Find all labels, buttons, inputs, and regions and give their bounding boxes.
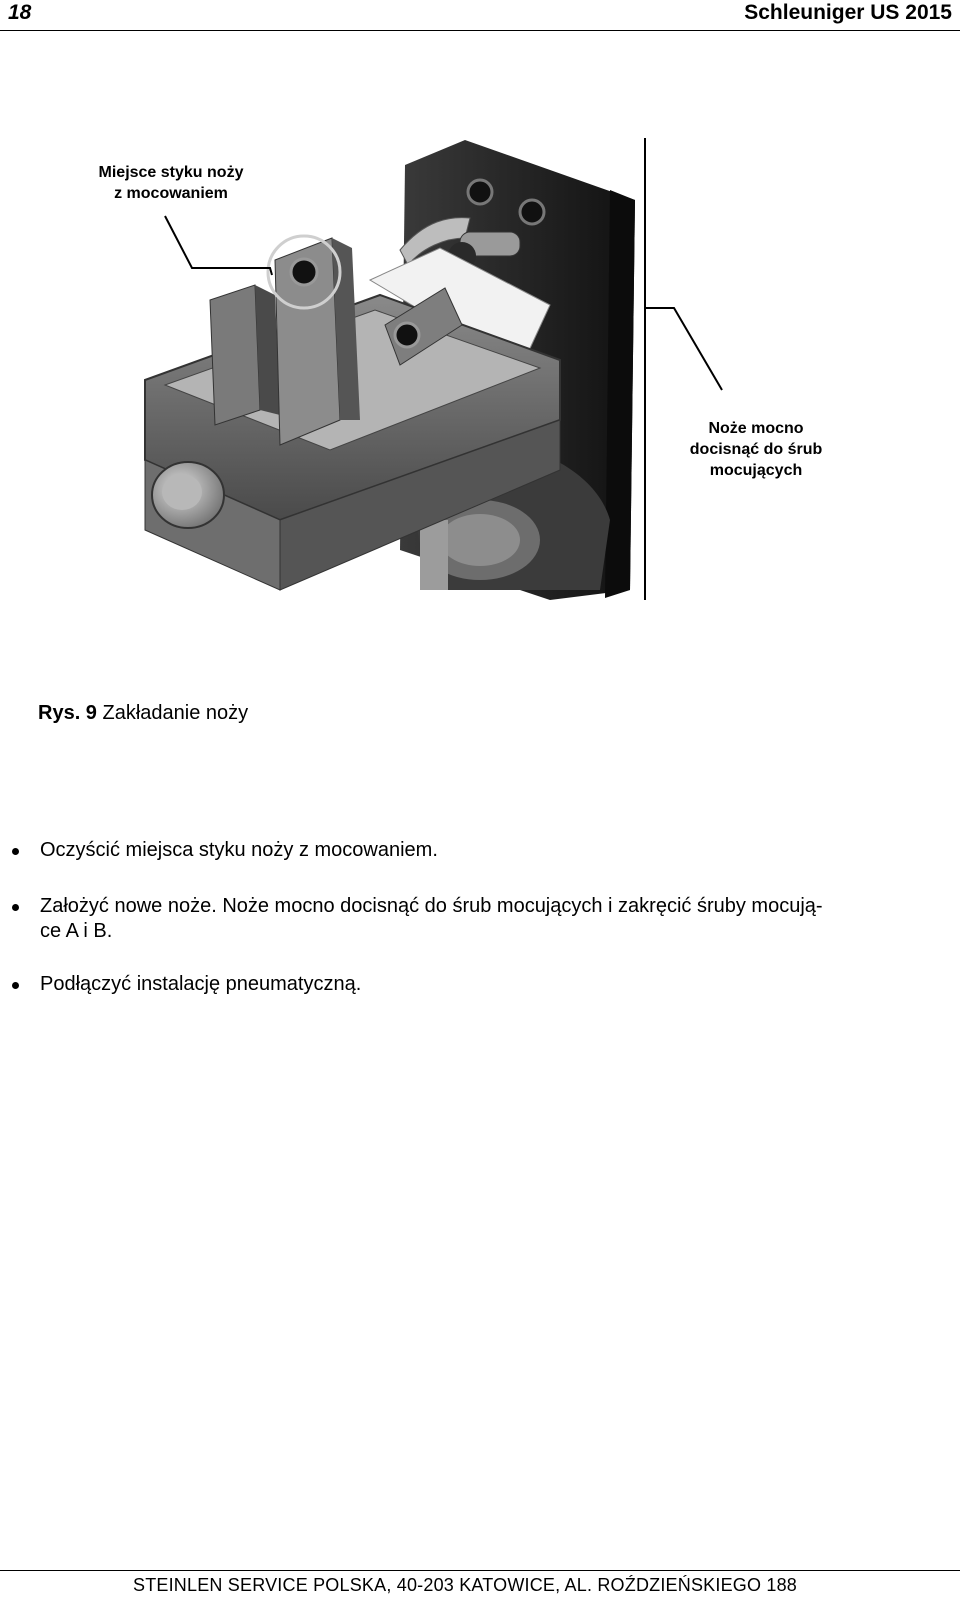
bullet-icon — [12, 982, 19, 989]
callout-press-knives-line2: docisnąć do śrub — [689, 441, 823, 458]
callout-contact-point-line2: z mocowaniem — [114, 185, 228, 202]
page-footer — [0, 1570, 960, 1618]
list-item-text: Podłączyć instalację pneumatyczną. — [40, 973, 362, 995]
bullet-icon — [12, 904, 19, 911]
callout-contact-point-line1: Miejsce styku noży — [98, 164, 244, 181]
callout-press-knives-line1: Noże mocno — [708, 420, 804, 437]
callout-press-knives-line3: mocujących — [709, 462, 803, 479]
list-item-text: Oczyścić miejsca styku noży z mocowaniem. — [40, 839, 438, 861]
list-item-text: Założyć nowe noże. Noże mocno docisnąć do śrub mocujących i zakręcić śruby mocują- — [40, 895, 823, 917]
figure-caption-label: Rys. 9 — [38, 702, 97, 724]
bullet-icon — [12, 848, 19, 855]
callout-contact-point — [86, 162, 256, 204]
page-header — [0, 0, 960, 31]
page-number: 18 — [8, 1, 32, 24]
header-title: Schleuniger US 2015 — [744, 1, 952, 24]
figure-caption-text: Zakładanie noży — [102, 702, 249, 724]
footer-address: STEINLEN SERVICE POLSKA, 40-203 KATOWICE, AL. ROŹDZIEŃSKIEGO 188 — [132, 1575, 798, 1595]
list-item-text-continued: ce A i B. — [40, 920, 113, 942]
callout-press-knives — [676, 418, 836, 481]
figure-caption — [38, 702, 248, 725]
